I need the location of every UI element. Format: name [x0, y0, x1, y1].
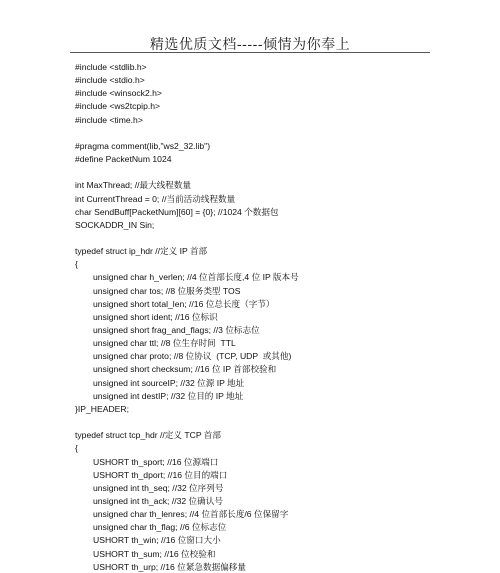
code-line: typedef struct tcp_hdr //定义 TCP 首部	[75, 430, 221, 441]
code-line: USHORT th_win; //16 位窗口大小	[93, 535, 221, 546]
page-header-title: 精选优质文档-----倾情为你奉上	[149, 37, 351, 53]
code-line: unsigned char proto; //8 位协议 (TCP, UDP 或其他)	[93, 351, 292, 362]
code-line: {	[75, 259, 78, 270]
code-line: #pragma comment(lib,"ws2_32.lib")	[75, 140, 211, 151]
code-line: #include <winsock2.h>	[75, 88, 162, 99]
code-line: USHORT th_dport; //16 位目的端口	[93, 469, 228, 480]
code-line: #include <stdio.h>	[75, 75, 145, 86]
code-line: unsigned char ttl; //8 位生存时间 TTL	[93, 338, 236, 349]
code-line: unsigned int th_ack; //32 位确认号	[93, 495, 223, 506]
code-line: unsigned int sourceIP; //32 位源 IP 地址	[93, 377, 245, 388]
code-line: USHORT th_urp; //16 位紧急数据偏移量	[93, 561, 246, 572]
code-line: #define PacketNum 1024	[75, 154, 172, 165]
code-line: {	[75, 443, 78, 454]
code-line: typedef struct ip_hdr //定义 IP 首部	[75, 246, 208, 257]
code-line: int MaxThread; //最大线程数量	[75, 180, 192, 191]
code-line: unsigned short ident; //16 位标识	[93, 311, 218, 322]
code-line: unsigned short total_len; //16 位总长度（字节）	[93, 298, 275, 309]
code-line: unsigned char th_lenres; //4 位首部长度/6 位保留字	[93, 509, 289, 520]
code-line: int CurrentThread = 0; //当前活动线程数量	[75, 193, 236, 204]
code-line: unsigned char h_verlen; //4 位首部长度,4 位 IP 版本号	[93, 272, 299, 283]
code-line: #include <ws2tcpip.h>	[75, 101, 161, 112]
code-line: unsigned int th_seq; //32 位序列号	[93, 482, 224, 493]
code-line: unsigned short frag_and_flags; //3 位标志位	[93, 325, 260, 335]
code-line: #include <time.h>	[75, 114, 143, 125]
code-line: unsigned short checksum; //16 位 IP 首部校验和	[93, 364, 277, 375]
code-line: }IP_HEADER;	[75, 403, 129, 414]
code-line: USHORT th_sum; //16 位校验和	[93, 548, 216, 559]
code-line: USHORT th_sport; //16 位源端口	[93, 456, 219, 467]
code-line: unsigned char tos; //8 位服务类型 TOS	[93, 285, 241, 296]
code-line: unsigned int destIP; //32 位目的 IP 地址	[93, 390, 244, 401]
code-line: #include <stdlib.h>	[75, 62, 147, 72]
code-line: unsigned char th_flag; //6 位标志位	[93, 522, 227, 533]
code-line: SOCKADDR_IN Sin;	[75, 219, 155, 230]
code-line: char SendBuff[PacketNum][60] = {0}; //1024 个数据包	[75, 206, 279, 217]
